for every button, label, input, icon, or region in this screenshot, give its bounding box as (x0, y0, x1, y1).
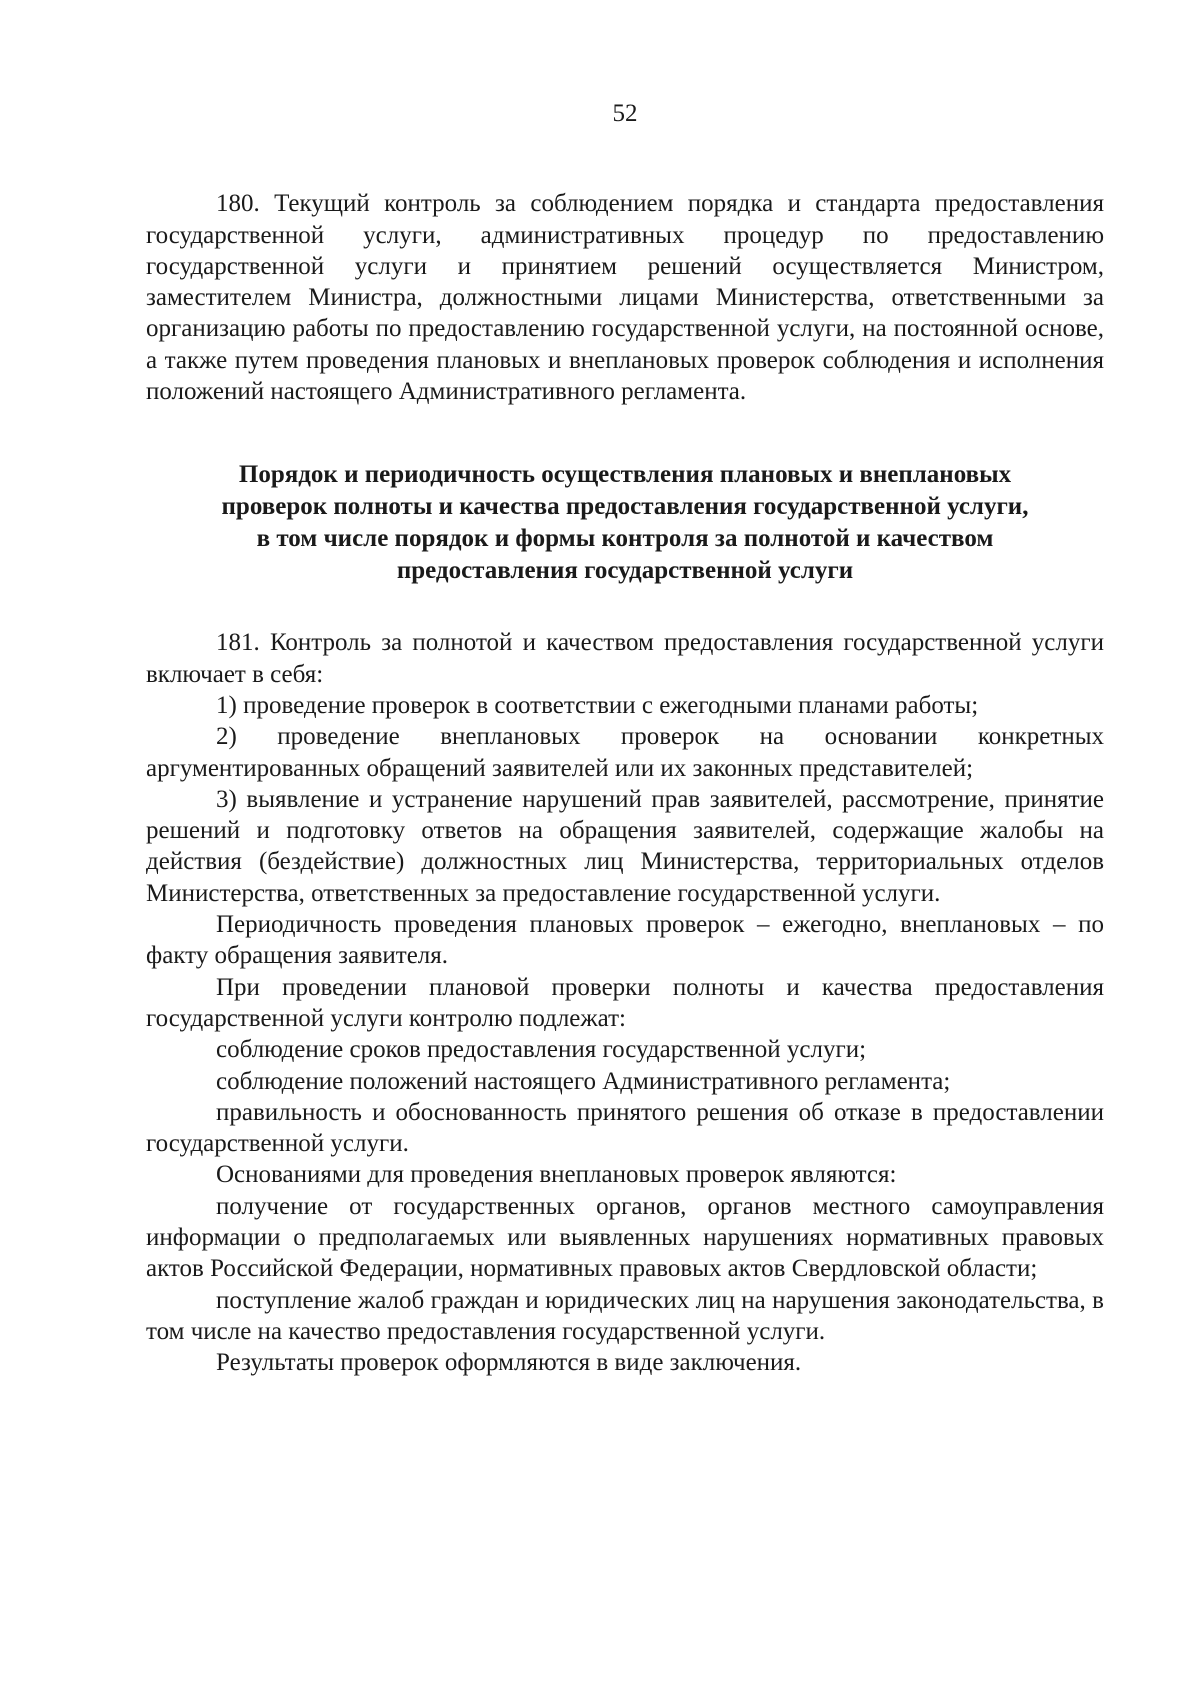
periodicity-paragraph: Периодичность проведения плановых проверок – ежегодно, внеплановых – по факту обращения заявителя. (146, 911, 1104, 970)
heading-line: в том числе порядок и формы контроля за полнотой и качеством (256, 525, 994, 553)
heading-line: проверок полноты и качества предоставления государственной услуги, (221, 493, 1029, 521)
planned-check-paragraph: При проведении плановой проверки полноты и качества предоставления государственной услуги контролю подлежат: (146, 973, 1104, 1032)
page-number: 52 (612, 100, 638, 127)
paragraph-180: 180. Текущий контроль за соблюдением порядка и стандарта предоставления государственной услуги, административных процедур по предоставлению государственной услуги и принятием решений осуществляется Министром, заместителем Министра, должностными лицами Министерства, ответственными за организацию работы по предоставлению государственной услуги, на постоянной основе, а также путем проведения плановых и внеплановых проверок соблюдения и исполнения положений настоящего Административного регламента. (146, 190, 1104, 406)
check-item-deadlines: соблюдение сроков предоставления государственной услуги; (216, 1036, 867, 1064)
paragraph-181: 181. Контроль за полнотой и качеством предоставления государственной услуги включает в себя: (146, 629, 1104, 688)
unplanned-grounds-paragraph: Основаниями для проведения внеплановых проверок являются: (216, 1161, 897, 1189)
section-heading (146, 459, 1104, 587)
check-item-regulations: соблюдение положений настоящего Административного регламента; (216, 1067, 951, 1095)
list-item-3: 3) выявление и устранение нарушений прав заявителей, рассмотрение, принятие решений и подготовку ответов на обращения заявителей, содержащие жалобы на действия (бездействие) должностных лиц Министерства, территориальных отделов Министерства, ответственных за предоставление государственной услуги. (146, 785, 1104, 907)
heading-line: предоставления государственной услуги (396, 557, 854, 585)
list-item-2: 2) проведение внеплановых проверок на основании конкретных аргументированных обращений заявителей или их законных представителей; (146, 723, 1104, 782)
list-item-1: 1) проведение проверок в соответствии с ежегодными планами работы; (216, 691, 979, 719)
heading-line: Порядок и периодичность осуществления плановых и внеплановых (238, 461, 1012, 489)
results-paragraph: Результаты проверок оформляются в виде заключения. (216, 1349, 802, 1377)
grounds-item-information: получение от государственных органов, органов местного самоуправления информации о предполагаемых или выявленных нарушениях нормативных правовых актов Российской Федерации, нормативных правовых актов Свердловской области; (146, 1192, 1104, 1283)
grounds-item-complaints: поступление жалоб граждан и юридических лиц на нарушения законодательства, в том числе на качество предоставления государственной услуги. (146, 1286, 1104, 1345)
check-item-refusal: правильность и обоснованность принятого решения об отказе в предоставлении государственной услуги. (146, 1098, 1104, 1158)
